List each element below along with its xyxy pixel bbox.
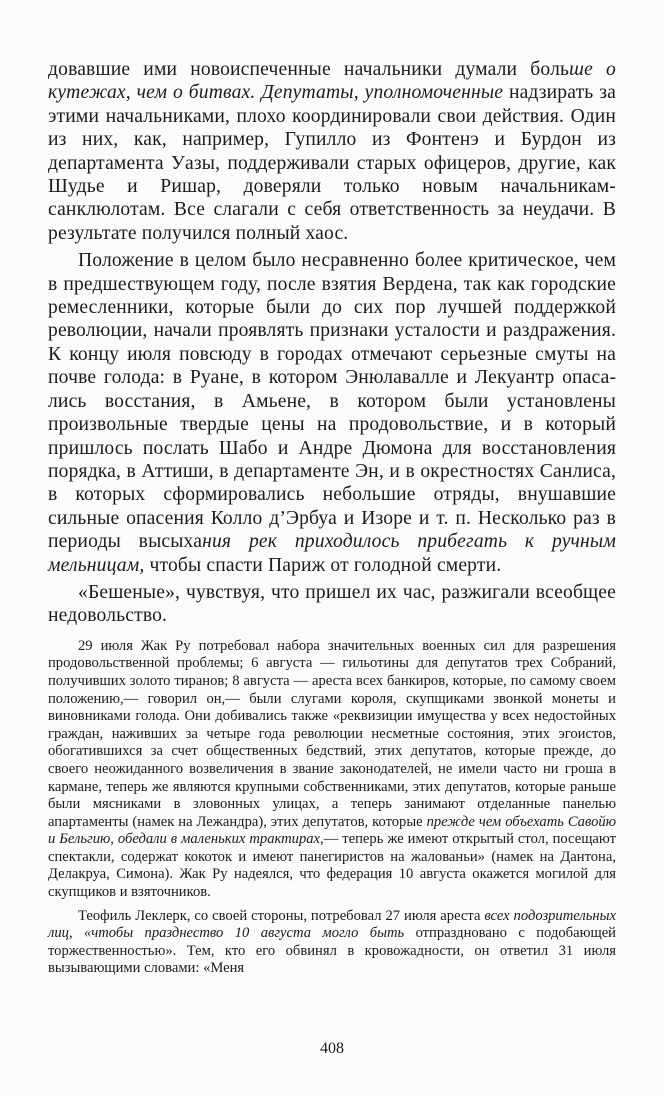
italic-text: ше о кутежах, чем о битвах. Депутаты, уполномоченные <box>48 59 616 104</box>
text-run: «Бешеные», чувствуя, что пришел их час, разжигали всеобщее недовольство. <box>48 581 616 627</box>
body-paragraph <box>48 249 616 577</box>
main-text <box>48 58 616 628</box>
text-run: 29 июля Жак Ру потребовал набора значительных военных сил для разрешения продовольственной проблемы; 6 августа — гильотины для депутатов трех Собраний, получивших золото тиранов; 8 августа — ареста всех банкиров, которые, по самому своем положению,— говорил он,— были слугами короля, скупщиками звонкой монеты и виновниками голода. Они добивались также «реквизиции имущества у всех недостойных граждан, наживших за четыре года революции несметные состояния, этих эгоистов, обогатившихся за счет общественных бедствий, этих депутатов, которые прежде, до своего неожиданного возвеличения в звание законодателей, не имели часто ни гроша в кармане, теперь же являются крупными собственниками, этих депутатов, которые раньше были мясниками в зловонных улицах, а теперь занимают отделанные панелью апартаменты (намек на Лежандра), этих депутатов, которые <box>48 637 616 830</box>
text-run: ,— теперь же имеют открытый стол, посещают спектакли, содержат кокоток и имеют панегиристов на жалованьи» (намек на Дантона, Делакруа, Симона). Жак Ру надеялся, что федерация 10 августа окажется могилой для скупщиков и взяточников. <box>48 831 616 901</box>
notes-text <box>48 638 616 978</box>
body-paragraph <box>48 581 616 628</box>
note-paragraph <box>48 908 616 978</box>
text-run: отпраздновано с подобающей торжественностью». Тем, кто его обвинял в кровожадности, он ответил 31 июля вызывающими словами: «Меня <box>48 925 616 977</box>
italic-text: ния рек приходилось прибегать к ручным мельницам, <box>48 531 616 576</box>
note-paragraph <box>48 638 616 902</box>
text-block <box>48 58 616 978</box>
italic-text: прежде чем объехать Савойю и Бельгию, обедали в маленьких трактирах <box>48 813 617 848</box>
body-paragraph <box>48 58 616 245</box>
text-run: надзирать за этими начальниками, плохо координировали свои действия. Один из них, как, например, Гупилло из Фонтенэ и Бурдон из департамента Уазы, поддерживали старых офицеров, другие, как Шудье и Ришар, доверяли только новым начальникам-санклюлотам. Все слагали с себя ответственность за неудачи. В результате получился полный хаос. <box>48 82 616 244</box>
page-number: 408 <box>320 1040 344 1057</box>
text-run: Положение в целом было несравненно более критическое, чем в предшествующем году, после взятия Вердена, так как городские ремесленники, которые были до сих пор лучшей поддержкой революции, начали проявлять признаки усталости и раздражения. К концу июля повсюду в городах отмечают серьезные смуты на почве голода: в Руане, в котором Энюлавалле и Лекуантр опасались восстания, в Амьене, в котором были установлены произвольные твердые цены на продовольствие, и в который пришлось послать Шабо и Андре Дюмона для восстановления порядка, в Аттиши, в департаменте Эн, и в окрестностях Санлиса, в которых сформировались небольшие отряды, внушавшие сильные опасения Колло д’Эрбуа и Изоре и т. п. Несколько раз в периоды высыха <box>48 250 616 553</box>
text-run: довавшие ими новоиспеченные начальники думали боль <box>48 59 570 80</box>
italic-text: всех подозрительных лиц, «чтобы празднество 10 августа могло быть <box>48 907 616 942</box>
text-run: чтобы спасти Париж от голодной смерти. <box>144 554 502 576</box>
text-run: Теофиль Леклерк, со своей стороны, потребовал 27 июля ареста <box>78 907 485 924</box>
